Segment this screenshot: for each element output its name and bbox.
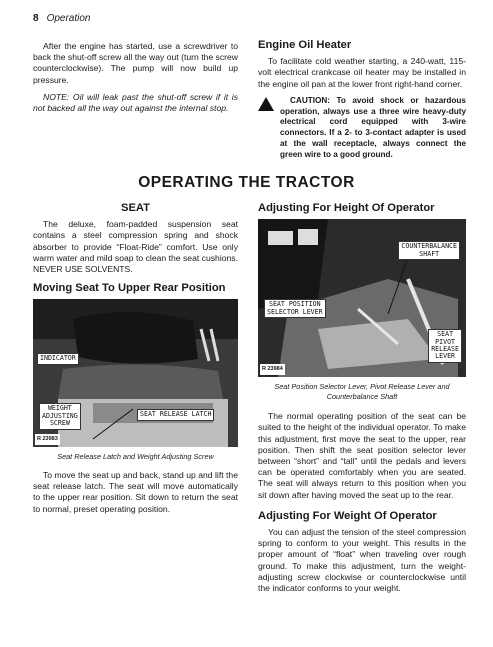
page-number: 8 — [33, 13, 39, 24]
height-paragraph: The normal operating position of the seat can be suited to the height of the individual operator. To make this adjustment, first move the seat to the upper, rear position. Then shift the seat position selector lever between “short” and “tall” until the pedals and levers can be operated comfortably when you are seated. The seat will always return to this position when you sit down after having moved the seat up to the rear. — [258, 411, 466, 500]
pivot-release-label: SEAT PIVOT RELEASE LEVER — [428, 329, 462, 363]
page-header — [33, 13, 90, 24]
engine-oil-heater-paragraph: To facilitate cold weather starting, a 240-watt, 115-volt electrical crankcase oil heater may be installed in the engine oil pan at the lower front right-hand corner. — [258, 56, 466, 89]
seat-paragraph: The deluxe, foam-padded suspension seat contains a steel compression spring and shock absorber to provide “Float-Ride” comfort. Use only warm water and mild soap to clean the seat cushions. NEVER USE SOLVENTS. — [33, 219, 238, 275]
caution-text: CAUTION: To avoid shock or hazardous operation, always use a three wire heavy-duty electrical cord equipped with 3-wire connectors. If a 2- to 3-contact adapter is used at the wall receptacle, always connect the green wire to a good ground. — [280, 95, 466, 159]
page-title: OPERATING THE TRACTOR — [138, 174, 355, 191]
photo-code-2: R 23984 — [260, 364, 285, 375]
engine-oil-heater-heading: Engine Oil Heater — [258, 39, 352, 51]
left-lower-column — [33, 203, 238, 521]
seat-lever-photo — [258, 219, 466, 377]
counterbalance-label: COUNTERBALANCE SHAFT — [398, 241, 460, 260]
selector-lever-label: SEAT POSITION SELECTOR LEVER — [264, 299, 326, 318]
weight-paragraph: You can adjust the tension of the steel compression spring to conform to your weight. This results in the proper amount of “float” when traveling over rough ground. To make this adjustment, turn the weight-adjusting screw clockwise or counterclockwise until the indicator conforms to your weight. — [258, 527, 466, 594]
right-lower-column — [258, 203, 466, 600]
seat-latch-caption: Seat Release Latch and Weight Adjusting Screw — [57, 452, 214, 462]
release-latch-label: SEAT RELEASE LATCH — [137, 409, 214, 420]
seat-latch-photo — [33, 299, 238, 447]
warning-icon: ! — [258, 97, 274, 111]
photo-code: R 23983 — [35, 434, 60, 445]
note-paragraph: NOTE: Oil will leak past the shut-off screw if it is not backed all the way out against the internal stop. — [33, 91, 238, 114]
left-top-column — [33, 41, 238, 120]
seat-heading: SEAT — [120, 202, 150, 214]
caution-paragraph — [258, 96, 466, 161]
section-name: Operation — [46, 13, 91, 24]
moving-seat-heading: Moving Seat To Upper Rear Position — [33, 282, 226, 295]
right-top-column — [258, 40, 466, 167]
indicator-label: INDICATOR — [37, 353, 79, 364]
height-heading: Adjusting For Height Of Operator — [258, 202, 435, 214]
seat-lever-caption: Seat Position Selector Lever, Pivot Release Lever and Counterbalance Shaft — [274, 382, 450, 401]
weight-screw-label: WEIGHT ADJUSTING SCREW — [39, 403, 81, 429]
weight-heading: Adjusting For Weight Of Operator — [258, 509, 437, 522]
moving-seat-paragraph: To move the seat up and back, stand up and lift the seat release latch. The seat will move automatically to the upper rear position. Sit down to return the seat to normal, preset operating position. — [33, 469, 238, 514]
paragraph-shutoff: After the engine has started, use a screwdriver to back the shut-off screw all the way out (turn the screw counterclockwise). The pump will now build up pressure. — [33, 41, 238, 85]
